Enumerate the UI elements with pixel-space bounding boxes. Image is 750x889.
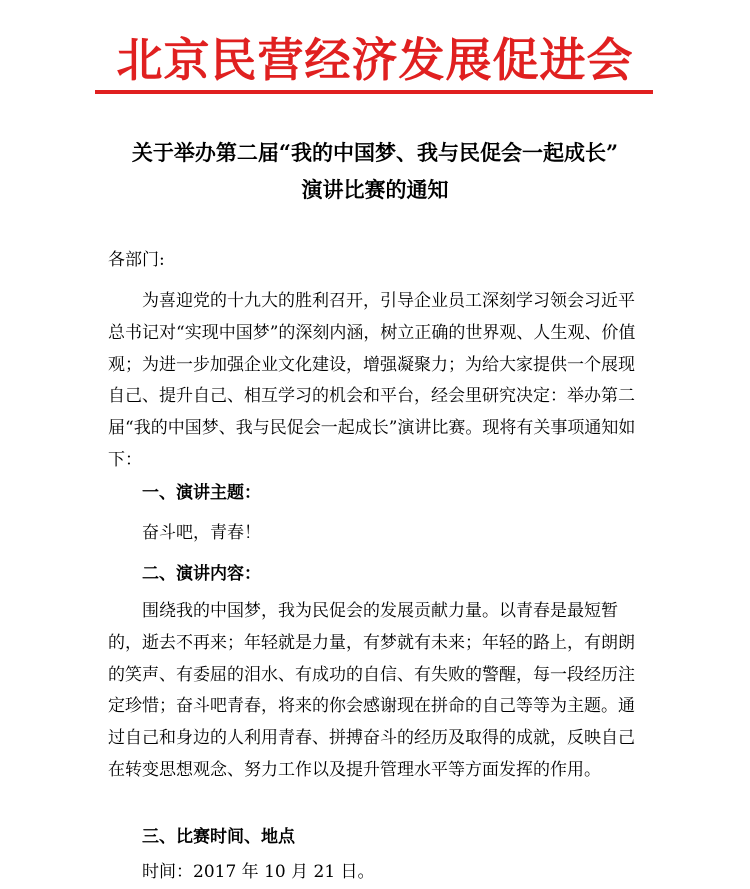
section-1-text: 奋斗吧，青春！ — [142, 523, 261, 543]
organization-header: 北京民营经济发展促进会 — [116, 33, 634, 87]
section-3-text: 时间：2017 年 10 月 21 日。 — [142, 862, 375, 882]
header-rule-thick — [95, 90, 653, 94]
salutation: 各部门: — [108, 250, 165, 270]
section-2-heading: 二、演讲内容： — [142, 564, 261, 584]
document-title-line1: 关于举办第二届“我的中国梦、我与民促会一起成长” — [131, 140, 619, 165]
section-2-text: 围绕我的中国梦，我为民促会的发展贡献力量。以青春是最短暂的，逝去不再来；年轻就是力量，有梦就有未来；年轻的路上，有朗朗的笑声、有委屈的泪水、有成功的自信、有失败的警醒，每一段经历注定珍惜；奋斗吧青春，将来的你会感谢现在拼命的自己等等为主题。通过自己和身边的人利用青春、拼搏奋斗的经历及取得的成就，反映自己在转变思想观念、努力工作以及提升管理水平等方面发挥的作用。 — [108, 601, 635, 780]
intro-paragraph: 为喜迎党的十九大的胜利召开，引导企业员工深刻学习领会习近平总书记对“实现中国梦”的深刻内涵，树立正确的世界观、人生观、价值观；为进一步加强企业文化建设，增强凝聚力；为给大家提供一个展现自己、提升自己、相互学习的机会和平台，经会里研究决定：举办第二届“我的中国梦、我与民促会一起成长”演讲比赛。现将有关事项通知如下： — [108, 291, 636, 470]
document-title-line2: 演讲比赛的通知 — [301, 177, 449, 202]
section-1-heading: 一、演讲主题： — [142, 483, 261, 503]
section-3-heading: 三、比赛时间、地点 — [142, 827, 295, 847]
